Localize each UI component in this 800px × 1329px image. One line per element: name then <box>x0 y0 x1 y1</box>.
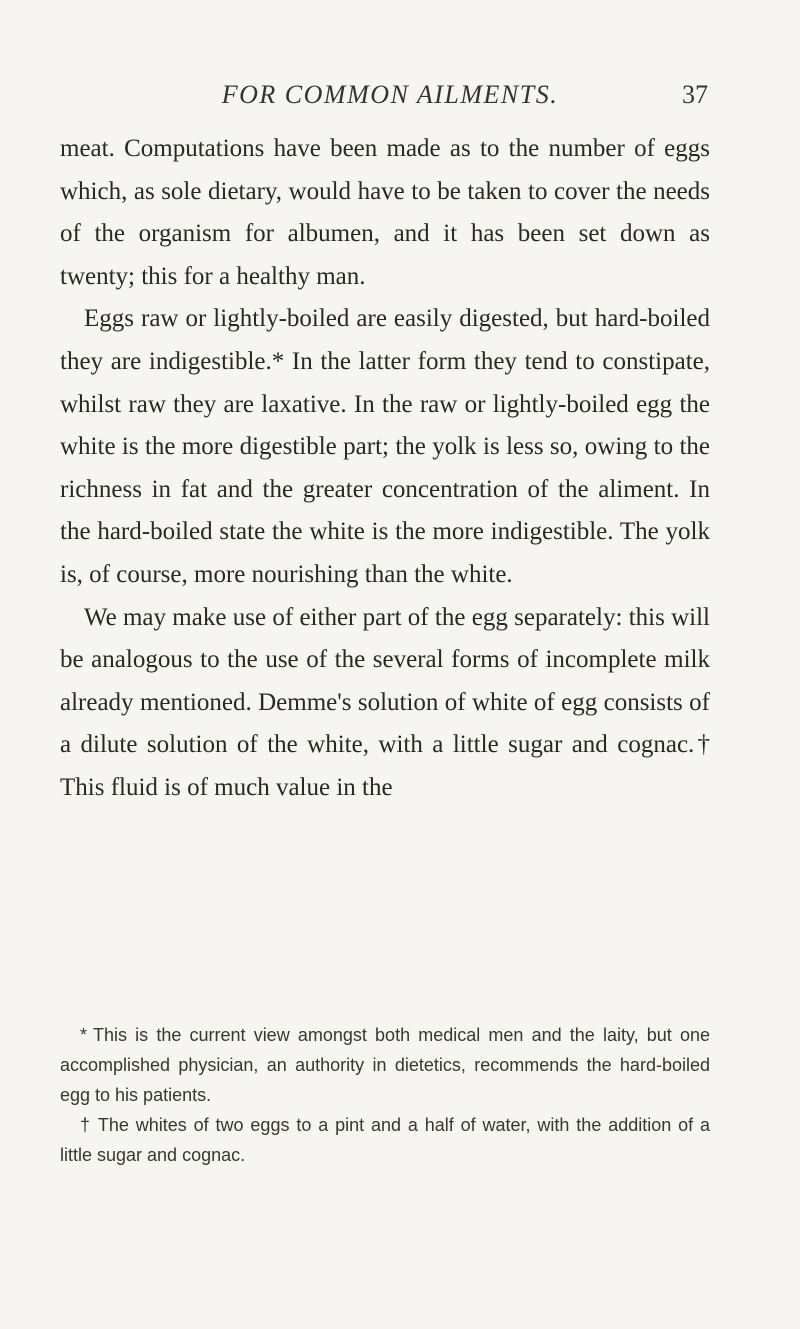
footnotes <box>60 1020 710 1170</box>
body-text <box>60 128 710 810</box>
footnote-2 <box>60 1110 710 1170</box>
footnote-mark: * <box>80 1025 88 1045</box>
footnote-mark: † <box>80 1115 92 1135</box>
footnote-text: The whites of two eggs to a pint and a half of water, with the addition of a little sugar and cognac. <box>60 1115 711 1165</box>
paragraph-egg-parts: We may make use of either part of the egg separately: this will be analogous to the use of the several forms of incomplete milk already mentioned. Demme's solution of white of egg consists of a dilute solution of the white, with a little sugar and cognac.† This fluid is of much value in the <box>60 603 710 801</box>
running-title: FOR COMMON AILMENTS. <box>221 80 559 109</box>
page-number: 37 <box>682 80 708 109</box>
paragraph-continuation: meat. Computations have been made as to the number of eggs which, as sole dietary, would have to be taken to cover the needs of the organism for albumen, and it has been set down as twenty; this for a healthy man. <box>60 135 710 290</box>
footnote-text: This is the current view amongst both medical men and the laity, but one accomplished physician, an authority in dietetics, recommends the hard-boiled egg to his patients. <box>60 1025 710 1105</box>
paragraph-eggs-digestion: Eggs raw or lightly-boiled are easily digested, but hard-boiled they are indigestible.* In the latter form they tend to constipate, whilst raw they are laxative. In the raw or lightly-boiled egg the white is the more digestible part; the yolk is less so, owing to the richness in fat and the greater concentration of the aliment. In the hard-boiled state the white is the more indigestible. The yolk is, of course, more nourishing than the white. <box>60 305 710 588</box>
footnote-1 <box>60 1020 710 1110</box>
running-head <box>0 80 800 120</box>
